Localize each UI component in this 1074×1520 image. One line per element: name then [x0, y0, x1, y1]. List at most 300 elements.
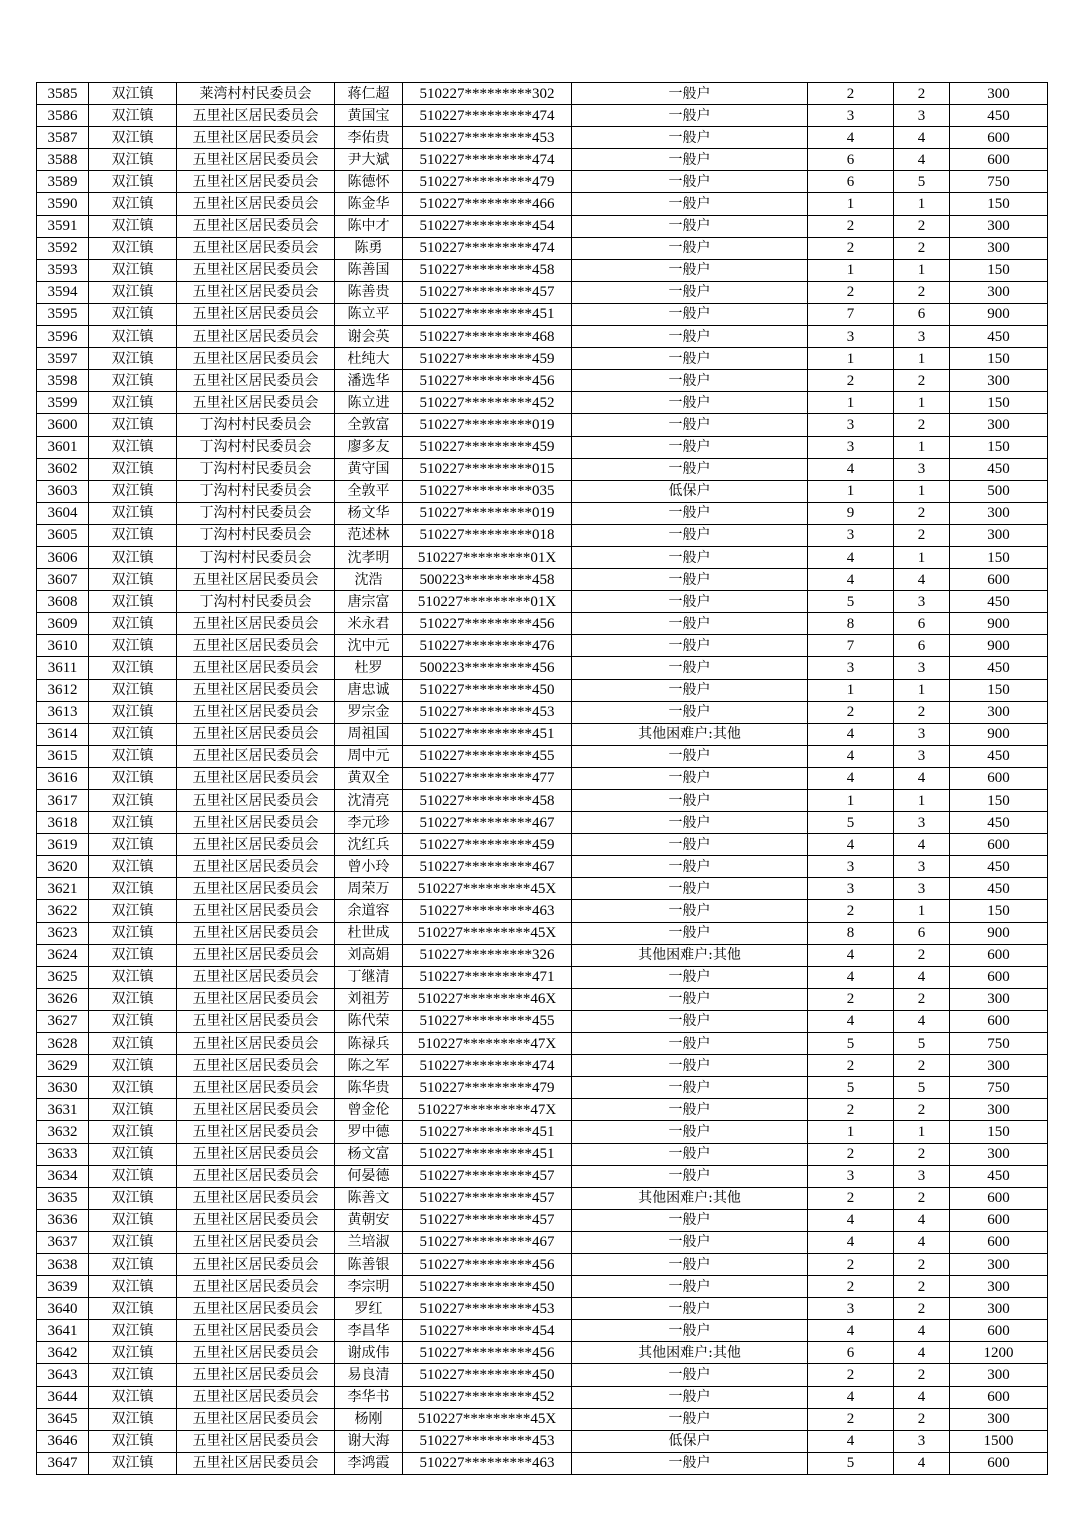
cell-household-type: 其他困难户:其他	[572, 723, 808, 745]
cell-amount: 450	[950, 812, 1048, 834]
cell-row-number: 3622	[37, 900, 89, 922]
cell-id-number: 510227*********46X	[403, 988, 572, 1010]
table-row	[37, 1143, 1048, 1165]
table-row	[37, 767, 1048, 789]
cell-beneficiary-count: 4	[894, 966, 950, 988]
table-row	[37, 922, 1048, 944]
cell-committee: 丁沟村村民委员会	[177, 546, 335, 568]
cell-household-type: 一般户	[572, 745, 808, 767]
cell-beneficiary-count: 4	[894, 149, 950, 171]
cell-town: 双江镇	[89, 767, 177, 789]
table-row	[37, 1010, 1048, 1032]
cell-committee: 五里社区居民委员会	[177, 679, 335, 701]
cell-beneficiary-count: 4	[894, 1452, 950, 1474]
cell-town: 双江镇	[89, 966, 177, 988]
cell-household-type: 一般户	[572, 193, 808, 215]
cell-name: 周祖国	[335, 723, 403, 745]
cell-beneficiary-count: 6	[894, 635, 950, 657]
cell-row-number: 3596	[37, 326, 89, 348]
cell-committee: 五里社区居民委员会	[177, 1010, 335, 1032]
cell-household-type: 一般户	[572, 149, 808, 171]
cell-id-number: 510227*********471	[403, 966, 572, 988]
cell-town: 双江镇	[89, 1452, 177, 1474]
cell-name: 陈善文	[335, 1187, 403, 1209]
cell-household-size: 4	[808, 1386, 894, 1408]
table-row	[37, 591, 1048, 613]
cell-town: 双江镇	[89, 1298, 177, 1320]
cell-amount: 900	[950, 303, 1048, 325]
cell-committee: 五里社区居民委员会	[177, 237, 335, 259]
cell-household-type: 一般户	[572, 1408, 808, 1430]
cell-row-number: 3644	[37, 1386, 89, 1408]
cell-committee: 五里社区居民委员会	[177, 127, 335, 149]
cell-amount: 150	[950, 900, 1048, 922]
cell-household-size: 2	[808, 1143, 894, 1165]
cell-amount: 600	[950, 1386, 1048, 1408]
cell-household-type: 其他困难户:其他	[572, 944, 808, 966]
cell-beneficiary-count: 2	[894, 1276, 950, 1298]
cell-household-size: 7	[808, 635, 894, 657]
cell-town: 双江镇	[89, 348, 177, 370]
cell-row-number: 3614	[37, 723, 89, 745]
cell-beneficiary-count: 2	[894, 1408, 950, 1430]
cell-row-number: 3639	[37, 1276, 89, 1298]
cell-beneficiary-count: 3	[894, 723, 950, 745]
cell-beneficiary-count: 2	[894, 1099, 950, 1121]
cell-committee: 丁沟村村民委员会	[177, 524, 335, 546]
cell-household-type: 一般户	[572, 1364, 808, 1386]
cell-household-size: 7	[808, 303, 894, 325]
table-row	[37, 524, 1048, 546]
cell-row-number: 3588	[37, 149, 89, 171]
cell-committee: 五里社区居民委员会	[177, 745, 335, 767]
cell-household-type: 一般户	[572, 546, 808, 568]
cell-amount: 900	[950, 613, 1048, 635]
cell-committee: 丁沟村村民委员会	[177, 480, 335, 502]
cell-committee: 五里社区居民委员会	[177, 1121, 335, 1143]
table-row	[37, 613, 1048, 635]
cell-amount: 600	[950, 1320, 1048, 1342]
cell-row-number: 3607	[37, 569, 89, 591]
cell-amount: 600	[950, 127, 1048, 149]
cell-committee: 五里社区居民委员会	[177, 1165, 335, 1187]
cell-row-number: 3594	[37, 281, 89, 303]
cell-committee: 五里社区居民委员会	[177, 171, 335, 193]
cell-household-size: 3	[808, 326, 894, 348]
cell-amount: 600	[950, 1010, 1048, 1032]
cell-committee: 五里社区居民委员会	[177, 392, 335, 414]
cell-name: 李鸿霞	[335, 1452, 403, 1474]
cell-household-size: 5	[808, 591, 894, 613]
cell-household-type: 一般户	[572, 767, 808, 789]
cell-household-type: 一般户	[572, 679, 808, 701]
cell-amount: 150	[950, 679, 1048, 701]
cell-household-size: 5	[808, 1033, 894, 1055]
cell-town: 双江镇	[89, 1320, 177, 1342]
cell-household-size: 2	[808, 1364, 894, 1386]
cell-amount: 300	[950, 1099, 1048, 1121]
cell-household-size: 4	[808, 1231, 894, 1253]
table-row	[37, 679, 1048, 701]
cell-row-number: 3603	[37, 480, 89, 502]
cell-committee: 五里社区居民委员会	[177, 767, 335, 789]
cell-household-size: 4	[808, 569, 894, 591]
table-row	[37, 149, 1048, 171]
table-row	[37, 1099, 1048, 1121]
cell-amount: 600	[950, 834, 1048, 856]
cell-name: 何晏德	[335, 1165, 403, 1187]
cell-committee: 五里社区居民委员会	[177, 790, 335, 812]
cell-household-type: 一般户	[572, 326, 808, 348]
cell-row-number: 3641	[37, 1320, 89, 1342]
table-row	[37, 171, 1048, 193]
cell-household-size: 3	[808, 105, 894, 127]
cell-row-number: 3591	[37, 215, 89, 237]
table-row	[37, 569, 1048, 591]
table-row	[37, 1077, 1048, 1099]
cell-town: 双江镇	[89, 812, 177, 834]
cell-town: 双江镇	[89, 1408, 177, 1430]
cell-name: 谢大海	[335, 1430, 403, 1452]
cell-household-type: 一般户	[572, 215, 808, 237]
cell-amount: 600	[950, 1452, 1048, 1474]
cell-row-number: 3602	[37, 458, 89, 480]
table-row	[37, 1386, 1048, 1408]
cell-id-number: 510227*********019	[403, 414, 572, 436]
cell-name: 陈之军	[335, 1055, 403, 1077]
cell-id-number: 500223*********456	[403, 657, 572, 679]
cell-town: 双江镇	[89, 105, 177, 127]
cell-town: 双江镇	[89, 900, 177, 922]
cell-household-size: 6	[808, 1342, 894, 1364]
cell-row-number: 3638	[37, 1253, 89, 1275]
table-row	[37, 1320, 1048, 1342]
cell-beneficiary-count: 4	[894, 1386, 950, 1408]
cell-household-type: 一般户	[572, 237, 808, 259]
cell-committee: 五里社区居民委员会	[177, 348, 335, 370]
table-row	[37, 657, 1048, 679]
cell-amount: 300	[950, 215, 1048, 237]
cell-household-size: 3	[808, 878, 894, 900]
cell-row-number: 3624	[37, 944, 89, 966]
cell-beneficiary-count: 4	[894, 1209, 950, 1231]
cell-row-number: 3636	[37, 1209, 89, 1231]
cell-committee: 五里社区居民委员会	[177, 1033, 335, 1055]
cell-household-type: 一般户	[572, 1077, 808, 1099]
cell-town: 双江镇	[89, 1187, 177, 1209]
cell-amount: 150	[950, 790, 1048, 812]
cell-town: 双江镇	[89, 193, 177, 215]
cell-row-number: 3608	[37, 591, 89, 613]
cell-beneficiary-count: 2	[894, 988, 950, 1010]
cell-name: 尹大斌	[335, 149, 403, 171]
cell-id-number: 510227*********468	[403, 326, 572, 348]
cell-beneficiary-count: 4	[894, 569, 950, 591]
cell-row-number: 3630	[37, 1077, 89, 1099]
cell-amount: 300	[950, 1055, 1048, 1077]
cell-household-type: 一般户	[572, 1010, 808, 1032]
cell-id-number: 510227*********450	[403, 1276, 572, 1298]
table-row	[37, 1276, 1048, 1298]
cell-id-number: 510227*********456	[403, 1342, 572, 1364]
cell-committee: 五里社区居民委员会	[177, 569, 335, 591]
cell-beneficiary-count: 1	[894, 193, 950, 215]
cell-household-size: 1	[808, 348, 894, 370]
cell-amount: 600	[950, 149, 1048, 171]
cell-amount: 750	[950, 1033, 1048, 1055]
cell-name: 唐宗富	[335, 591, 403, 613]
cell-name: 沈中元	[335, 635, 403, 657]
cell-beneficiary-count: 2	[894, 701, 950, 723]
cell-beneficiary-count: 1	[894, 1121, 950, 1143]
cell-household-size: 9	[808, 502, 894, 524]
cell-name: 陈德怀	[335, 171, 403, 193]
table-row	[37, 303, 1048, 325]
cell-amount: 300	[950, 237, 1048, 259]
cell-household-type: 一般户	[572, 83, 808, 105]
cell-row-number: 3640	[37, 1298, 89, 1320]
cell-name: 黄朝安	[335, 1209, 403, 1231]
table-row	[37, 193, 1048, 215]
cell-town: 双江镇	[89, 635, 177, 657]
cell-committee: 五里社区居民委员会	[177, 1209, 335, 1231]
cell-household-size: 3	[808, 657, 894, 679]
cell-town: 双江镇	[89, 1209, 177, 1231]
table-row	[37, 237, 1048, 259]
cell-beneficiary-count: 2	[894, 281, 950, 303]
cell-household-type: 其他困难户:其他	[572, 1342, 808, 1364]
cell-row-number: 3600	[37, 414, 89, 436]
cell-committee: 五里社区居民委员会	[177, 922, 335, 944]
cell-row-number: 3634	[37, 1165, 89, 1187]
table-row	[37, 458, 1048, 480]
cell-household-type: 一般户	[572, 1253, 808, 1275]
table-row	[37, 745, 1048, 767]
cell-household-size: 4	[808, 546, 894, 568]
cell-beneficiary-count: 2	[894, 1364, 950, 1386]
cell-row-number: 3637	[37, 1231, 89, 1253]
cell-id-number: 510227*********018	[403, 524, 572, 546]
cell-household-type: 一般户	[572, 834, 808, 856]
cell-household-size: 1	[808, 193, 894, 215]
cell-committee: 五里社区居民委员会	[177, 215, 335, 237]
cell-household-type: 其他困难户:其他	[572, 1187, 808, 1209]
cell-committee: 五里社区居民委员会	[177, 900, 335, 922]
cell-town: 双江镇	[89, 1364, 177, 1386]
cell-household-size: 2	[808, 1187, 894, 1209]
cell-name: 陈善贵	[335, 281, 403, 303]
cell-id-number: 510227*********453	[403, 1298, 572, 1320]
cell-household-type: 一般户	[572, 171, 808, 193]
cell-beneficiary-count: 1	[894, 900, 950, 922]
cell-row-number: 3620	[37, 856, 89, 878]
cell-amount: 150	[950, 436, 1048, 458]
table-row	[37, 1452, 1048, 1474]
cell-beneficiary-count: 4	[894, 1342, 950, 1364]
cell-row-number: 3626	[37, 988, 89, 1010]
cell-row-number: 3618	[37, 812, 89, 834]
cell-id-number: 510227*********466	[403, 193, 572, 215]
cell-household-size: 4	[808, 966, 894, 988]
cell-committee: 五里社区居民委员会	[177, 701, 335, 723]
cell-beneficiary-count: 2	[894, 1143, 950, 1165]
cell-household-type: 一般户	[572, 127, 808, 149]
cell-town: 双江镇	[89, 790, 177, 812]
cell-amount: 300	[950, 281, 1048, 303]
table-row	[37, 259, 1048, 281]
cell-committee: 丁沟村村民委员会	[177, 414, 335, 436]
table-row	[37, 878, 1048, 900]
cell-household-type: 一般户	[572, 392, 808, 414]
cell-name: 黄双全	[335, 767, 403, 789]
cell-beneficiary-count: 1	[894, 480, 950, 502]
cell-id-number: 510227*********457	[403, 1187, 572, 1209]
cell-household-size: 5	[808, 1077, 894, 1099]
cell-row-number: 3593	[37, 259, 89, 281]
cell-amount: 300	[950, 1253, 1048, 1275]
cell-amount: 450	[950, 591, 1048, 613]
cell-row-number: 3601	[37, 436, 89, 458]
cell-town: 双江镇	[89, 502, 177, 524]
cell-town: 双江镇	[89, 281, 177, 303]
cell-town: 双江镇	[89, 1342, 177, 1364]
cell-beneficiary-count: 2	[894, 83, 950, 105]
cell-beneficiary-count: 1	[894, 790, 950, 812]
cell-id-number: 510227*********479	[403, 171, 572, 193]
cell-name: 刘祖芳	[335, 988, 403, 1010]
cell-household-type: 一般户	[572, 1055, 808, 1077]
cell-row-number: 3598	[37, 370, 89, 392]
cell-beneficiary-count: 1	[894, 392, 950, 414]
cell-committee: 五里社区居民委员会	[177, 1408, 335, 1430]
cell-household-type: 一般户	[572, 1298, 808, 1320]
cell-id-number: 510227*********474	[403, 237, 572, 259]
cell-household-type: 一般户	[572, 1033, 808, 1055]
cell-household-size: 4	[808, 767, 894, 789]
cell-amount: 450	[950, 878, 1048, 900]
table-row	[37, 701, 1048, 723]
cell-household-type: 一般户	[572, 1386, 808, 1408]
cell-committee: 五里社区居民委员会	[177, 635, 335, 657]
cell-town: 双江镇	[89, 1165, 177, 1187]
cell-town: 双江镇	[89, 1077, 177, 1099]
cell-town: 双江镇	[89, 414, 177, 436]
cell-town: 双江镇	[89, 856, 177, 878]
table-row	[37, 326, 1048, 348]
cell-name: 兰培淑	[335, 1231, 403, 1253]
cell-town: 双江镇	[89, 657, 177, 679]
cell-row-number: 3619	[37, 834, 89, 856]
table-row	[37, 834, 1048, 856]
cell-row-number: 3597	[37, 348, 89, 370]
table-row	[37, 480, 1048, 502]
cell-amount: 750	[950, 1077, 1048, 1099]
table-row	[37, 215, 1048, 237]
cell-name: 杜罗	[335, 657, 403, 679]
table-row	[37, 1430, 1048, 1452]
cell-beneficiary-count: 4	[894, 1010, 950, 1032]
cell-town: 双江镇	[89, 1010, 177, 1032]
cell-name: 陈勇	[335, 237, 403, 259]
cell-name: 陈金华	[335, 193, 403, 215]
cell-committee: 五里社区居民委员会	[177, 370, 335, 392]
cell-name: 曾金伦	[335, 1099, 403, 1121]
cell-town: 双江镇	[89, 215, 177, 237]
cell-household-type: 低保户	[572, 1430, 808, 1452]
cell-household-size: 2	[808, 83, 894, 105]
cell-id-number: 510227*********457	[403, 1209, 572, 1231]
cell-row-number: 3627	[37, 1010, 89, 1032]
cell-id-number: 500223*********458	[403, 569, 572, 591]
cell-id-number: 510227*********01X	[403, 546, 572, 568]
cell-town: 双江镇	[89, 127, 177, 149]
cell-name: 杨刚	[335, 1408, 403, 1430]
table-row	[37, 127, 1048, 149]
cell-household-size: 6	[808, 149, 894, 171]
table-row	[37, 856, 1048, 878]
cell-beneficiary-count: 3	[894, 856, 950, 878]
cell-committee: 五里社区居民委员会	[177, 1364, 335, 1386]
cell-town: 双江镇	[89, 303, 177, 325]
cell-row-number: 3616	[37, 767, 89, 789]
cell-household-type: 一般户	[572, 701, 808, 723]
cell-household-size: 2	[808, 1408, 894, 1430]
cell-household-type: 低保户	[572, 480, 808, 502]
cell-town: 双江镇	[89, 546, 177, 568]
table-row	[37, 281, 1048, 303]
cell-beneficiary-count: 1	[894, 348, 950, 370]
cell-committee: 五里社区居民委员会	[177, 723, 335, 745]
cell-committee: 五里社区居民委员会	[177, 1231, 335, 1253]
cell-town: 双江镇	[89, 922, 177, 944]
cell-household-size: 1	[808, 392, 894, 414]
cell-committee: 五里社区居民委员会	[177, 303, 335, 325]
cell-id-number: 510227*********453	[403, 1430, 572, 1452]
cell-id-number: 510227*********452	[403, 392, 572, 414]
cell-row-number: 3633	[37, 1143, 89, 1165]
cell-id-number: 510227*********45X	[403, 1408, 572, 1430]
cell-household-type: 一般户	[572, 1121, 808, 1143]
cell-name: 罗红	[335, 1298, 403, 1320]
cell-town: 双江镇	[89, 1099, 177, 1121]
cell-household-size: 4	[808, 1209, 894, 1231]
cell-household-size: 1	[808, 259, 894, 281]
cell-town: 双江镇	[89, 392, 177, 414]
cell-amount: 450	[950, 105, 1048, 127]
cell-amount: 900	[950, 635, 1048, 657]
table-row	[37, 502, 1048, 524]
cell-row-number: 3615	[37, 745, 89, 767]
cell-row-number: 3612	[37, 679, 89, 701]
cell-beneficiary-count: 5	[894, 1033, 950, 1055]
cell-id-number: 510227*********479	[403, 1077, 572, 1099]
cell-household-type: 一般户	[572, 635, 808, 657]
cell-name: 陈禄兵	[335, 1033, 403, 1055]
cell-amount: 450	[950, 657, 1048, 679]
cell-row-number: 3632	[37, 1121, 89, 1143]
table-row	[37, 1165, 1048, 1187]
cell-committee: 五里社区居民委员会	[177, 1187, 335, 1209]
cell-household-type: 一般户	[572, 1143, 808, 1165]
cell-household-type: 一般户	[572, 414, 808, 436]
cell-household-size: 3	[808, 524, 894, 546]
cell-town: 双江镇	[89, 1055, 177, 1077]
cell-beneficiary-count: 2	[894, 414, 950, 436]
cell-id-number: 510227*********035	[403, 480, 572, 502]
cell-row-number: 3631	[37, 1099, 89, 1121]
cell-household-size: 3	[808, 436, 894, 458]
cell-town: 双江镇	[89, 1386, 177, 1408]
